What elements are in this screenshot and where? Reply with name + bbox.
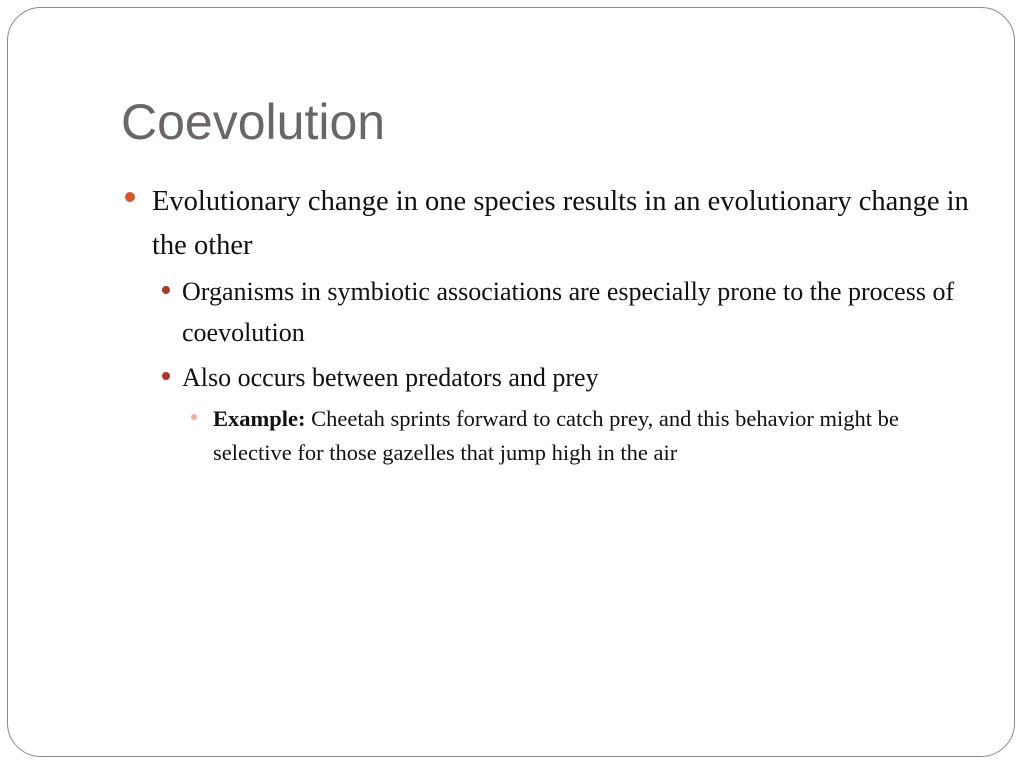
bullet-item-level3: [182, 402, 980, 470]
slide-title: Coevolution: [121, 94, 386, 150]
example-text: Cheetah sprints forward to catch prey, and this behavior might be selective for those gazelles that jump high in the air: [213, 406, 899, 465]
bullet-dot-icon: [125, 192, 135, 202]
bullet-dot-icon: [162, 372, 170, 380]
bullet-item-level2: [151, 357, 980, 398]
bullet-text-example: [213, 402, 980, 470]
bullet-item-level2: [151, 271, 980, 353]
bullet-dot-icon: [162, 286, 170, 294]
example-label: Example:: [213, 406, 306, 431]
slide-body: [120, 180, 980, 470]
bullet-text: Evolutionary change in one species results in an evolutionary change in the other: [152, 186, 969, 261]
bullet-text: Also occurs between predators and prey: [182, 363, 599, 392]
bullet-text: Organisms in symbiotic associations are especially prone to the process of coevolution: [182, 277, 955, 347]
bullet-dot-icon: [191, 414, 197, 420]
bullet-item-level1: [120, 180, 980, 268]
slide: [7, 7, 1015, 757]
